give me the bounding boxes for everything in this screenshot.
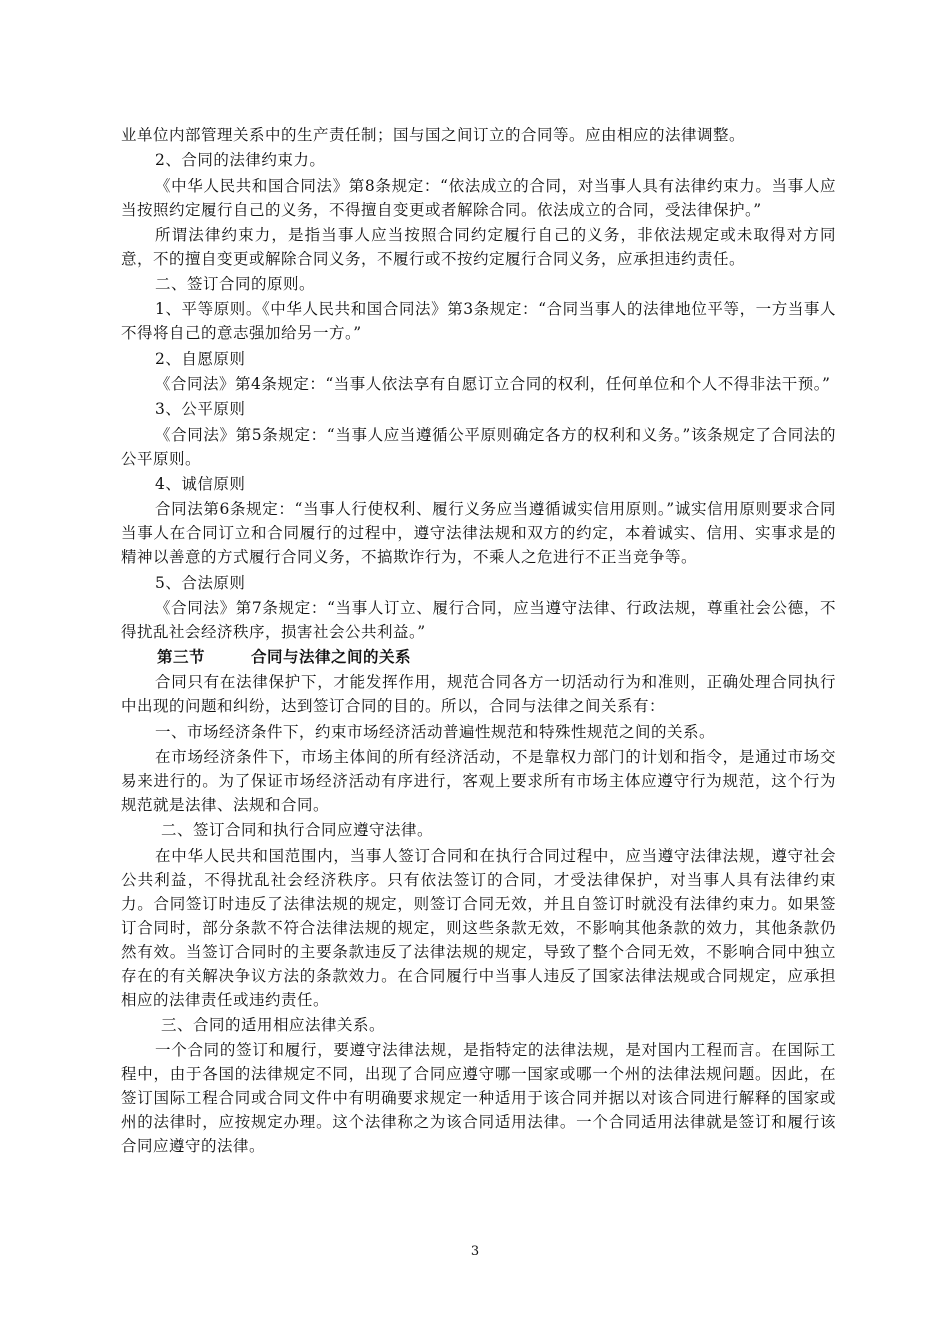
subheading: 2、自愿原则 bbox=[155, 349, 246, 368]
subheading: 二、签订合同的原则。 bbox=[155, 275, 316, 294]
paragraph: 业单位内部管理关系中的生产责任制；国与国之间订立的合同等。应由相应的法律调整。 bbox=[121, 126, 746, 144]
paragraph: 1、平等原则。《中华人民共和国合同法》第3条规定：“合同当事人的法律地位平等，一方当事人不得将自己的意志强加给另一方。” bbox=[121, 300, 836, 343]
section-heading bbox=[121, 645, 836, 669]
section-number: 第三节 bbox=[157, 647, 206, 667]
subheading: 3、公平原则 bbox=[155, 400, 246, 419]
paragraph: 《合同法》第7条规定：“当事人订立、履行合同，应当遵守法律、行政法规，尊重社会公德，不得扰乱社会经济秩序，损害社会公共利益。” bbox=[121, 598, 836, 641]
paragraph: 在市场经济条件下，市场主体间的所有经济活动，不是靠权力部门的计划和指令，是通过市场交易来进行的。为了保证市场经济活动有序进行，客观上要求所有市场主体应遵守行为规范，这个行为规范就是法律、法规和合同。 bbox=[121, 748, 836, 815]
paragraph: 在中华人民共和国范围内，当事人签订合同和在执行合同过程中，应当遵守法律法规，遵守社会公共利益，不得扰乱社会经济秩序。只有依法签订的合同，才受法律保护，对当事人具有法律约束力。合同签订时违反了法律法规的规定，则签订合同无效，并且自签订时就没有法律约束力。如果签订合同时，部分条款不符合法律法规的规定，则这些条款无效，不影响其他条款的效力，其他条款仍然有效。当签订合同时的主要条款违反了法律法规的规定，导致了整个合同无效，不影响合同中独立存在的有关解决争议方法的条款效力。在合同履行中当事人违反了国家法律法规或合同规定，应承担相应的法律责任或违约责任。 bbox=[121, 846, 836, 1009]
subheading: 二、签订合同和执行合同应遵守法律。 bbox=[161, 821, 434, 840]
paragraph: 《中华人民共和国合同法》第8条规定：“依法成立的合同，对当事人具有法律约束力。当事人应当按照约定履行自己的义务，不得擅自变更或者解除合同。依法成立的合同，受法律保护。” bbox=[121, 176, 836, 219]
paragraph: 一个合同的签订和履行，要遵守法律法规，是指特定的法律法规，是对国内工程而言。在国际工程中，由于各国的法律规定不同，出现了合同应遵守哪一国家或哪一个州的法律法规问题。因此，在签订国际工程合同或合同文件中有明确要求规定一种适用于该合同并据以对该合同进行解释的国家或州的法律时，应按规定办理。这个法律称之为该合同适用法律。一个合同适用法律就是签订和履行该合同应遵守的法律。 bbox=[121, 1041, 836, 1156]
paragraph: 《合同法》第5条规定：“当事人应当遵循公平原则确定各方的权利和义务。”该条规定了合同法的公平原则。 bbox=[121, 425, 836, 468]
subheading: 一、市场经济条件下，约束市场经济活动普遍性规范和特殊性规范之间的关系。 bbox=[155, 722, 716, 741]
document-body bbox=[121, 123, 836, 1160]
subheading: 三、合同的适用相应法律关系。 bbox=[161, 1015, 386, 1034]
page-number: 3 bbox=[470, 1244, 480, 1259]
paragraph: 合同只有在法律保护下，才能发挥作用，规范合同各方一切活动行为和准则，正确处理合同执行中出现的问题和纠纷，达到签订合同的目的。所以，合同与法律之间关系有： bbox=[121, 673, 836, 716]
subheading: 4、诚信原则 bbox=[155, 474, 246, 493]
subheading: 2、合同的法律约束力。 bbox=[155, 151, 326, 170]
subheading: 5、合法原则 bbox=[155, 573, 246, 592]
paragraph: 所谓法律约束力，是指当事人应当按照合同约定履行自己的义务，非依法规定或未取得对方同意，不的擅自变更或解除合同义务，不履行或不按约定履行合同义务，应承担违约责任。 bbox=[121, 225, 836, 268]
paragraph: 《合同法》第4条规定：“当事人依法享有自愿订立合同的权利，任何单位和个人不得非法干预。” bbox=[155, 375, 831, 394]
section-title: 合同与法律之间的关系 bbox=[251, 647, 412, 667]
paragraph: 合同法第6条规定：“当事人行使权利、履行义务应当遵循诚实信用原则。”诚实信用原则要求合同当事人在合同订立和合同履行的过程中，遵守法律法规和双方的约定，本着诚实、信用、实事求是的精神以善意的方式履行合同义务，不搞欺诈行为，不乘人之危进行不正当竞争等。 bbox=[121, 500, 836, 567]
